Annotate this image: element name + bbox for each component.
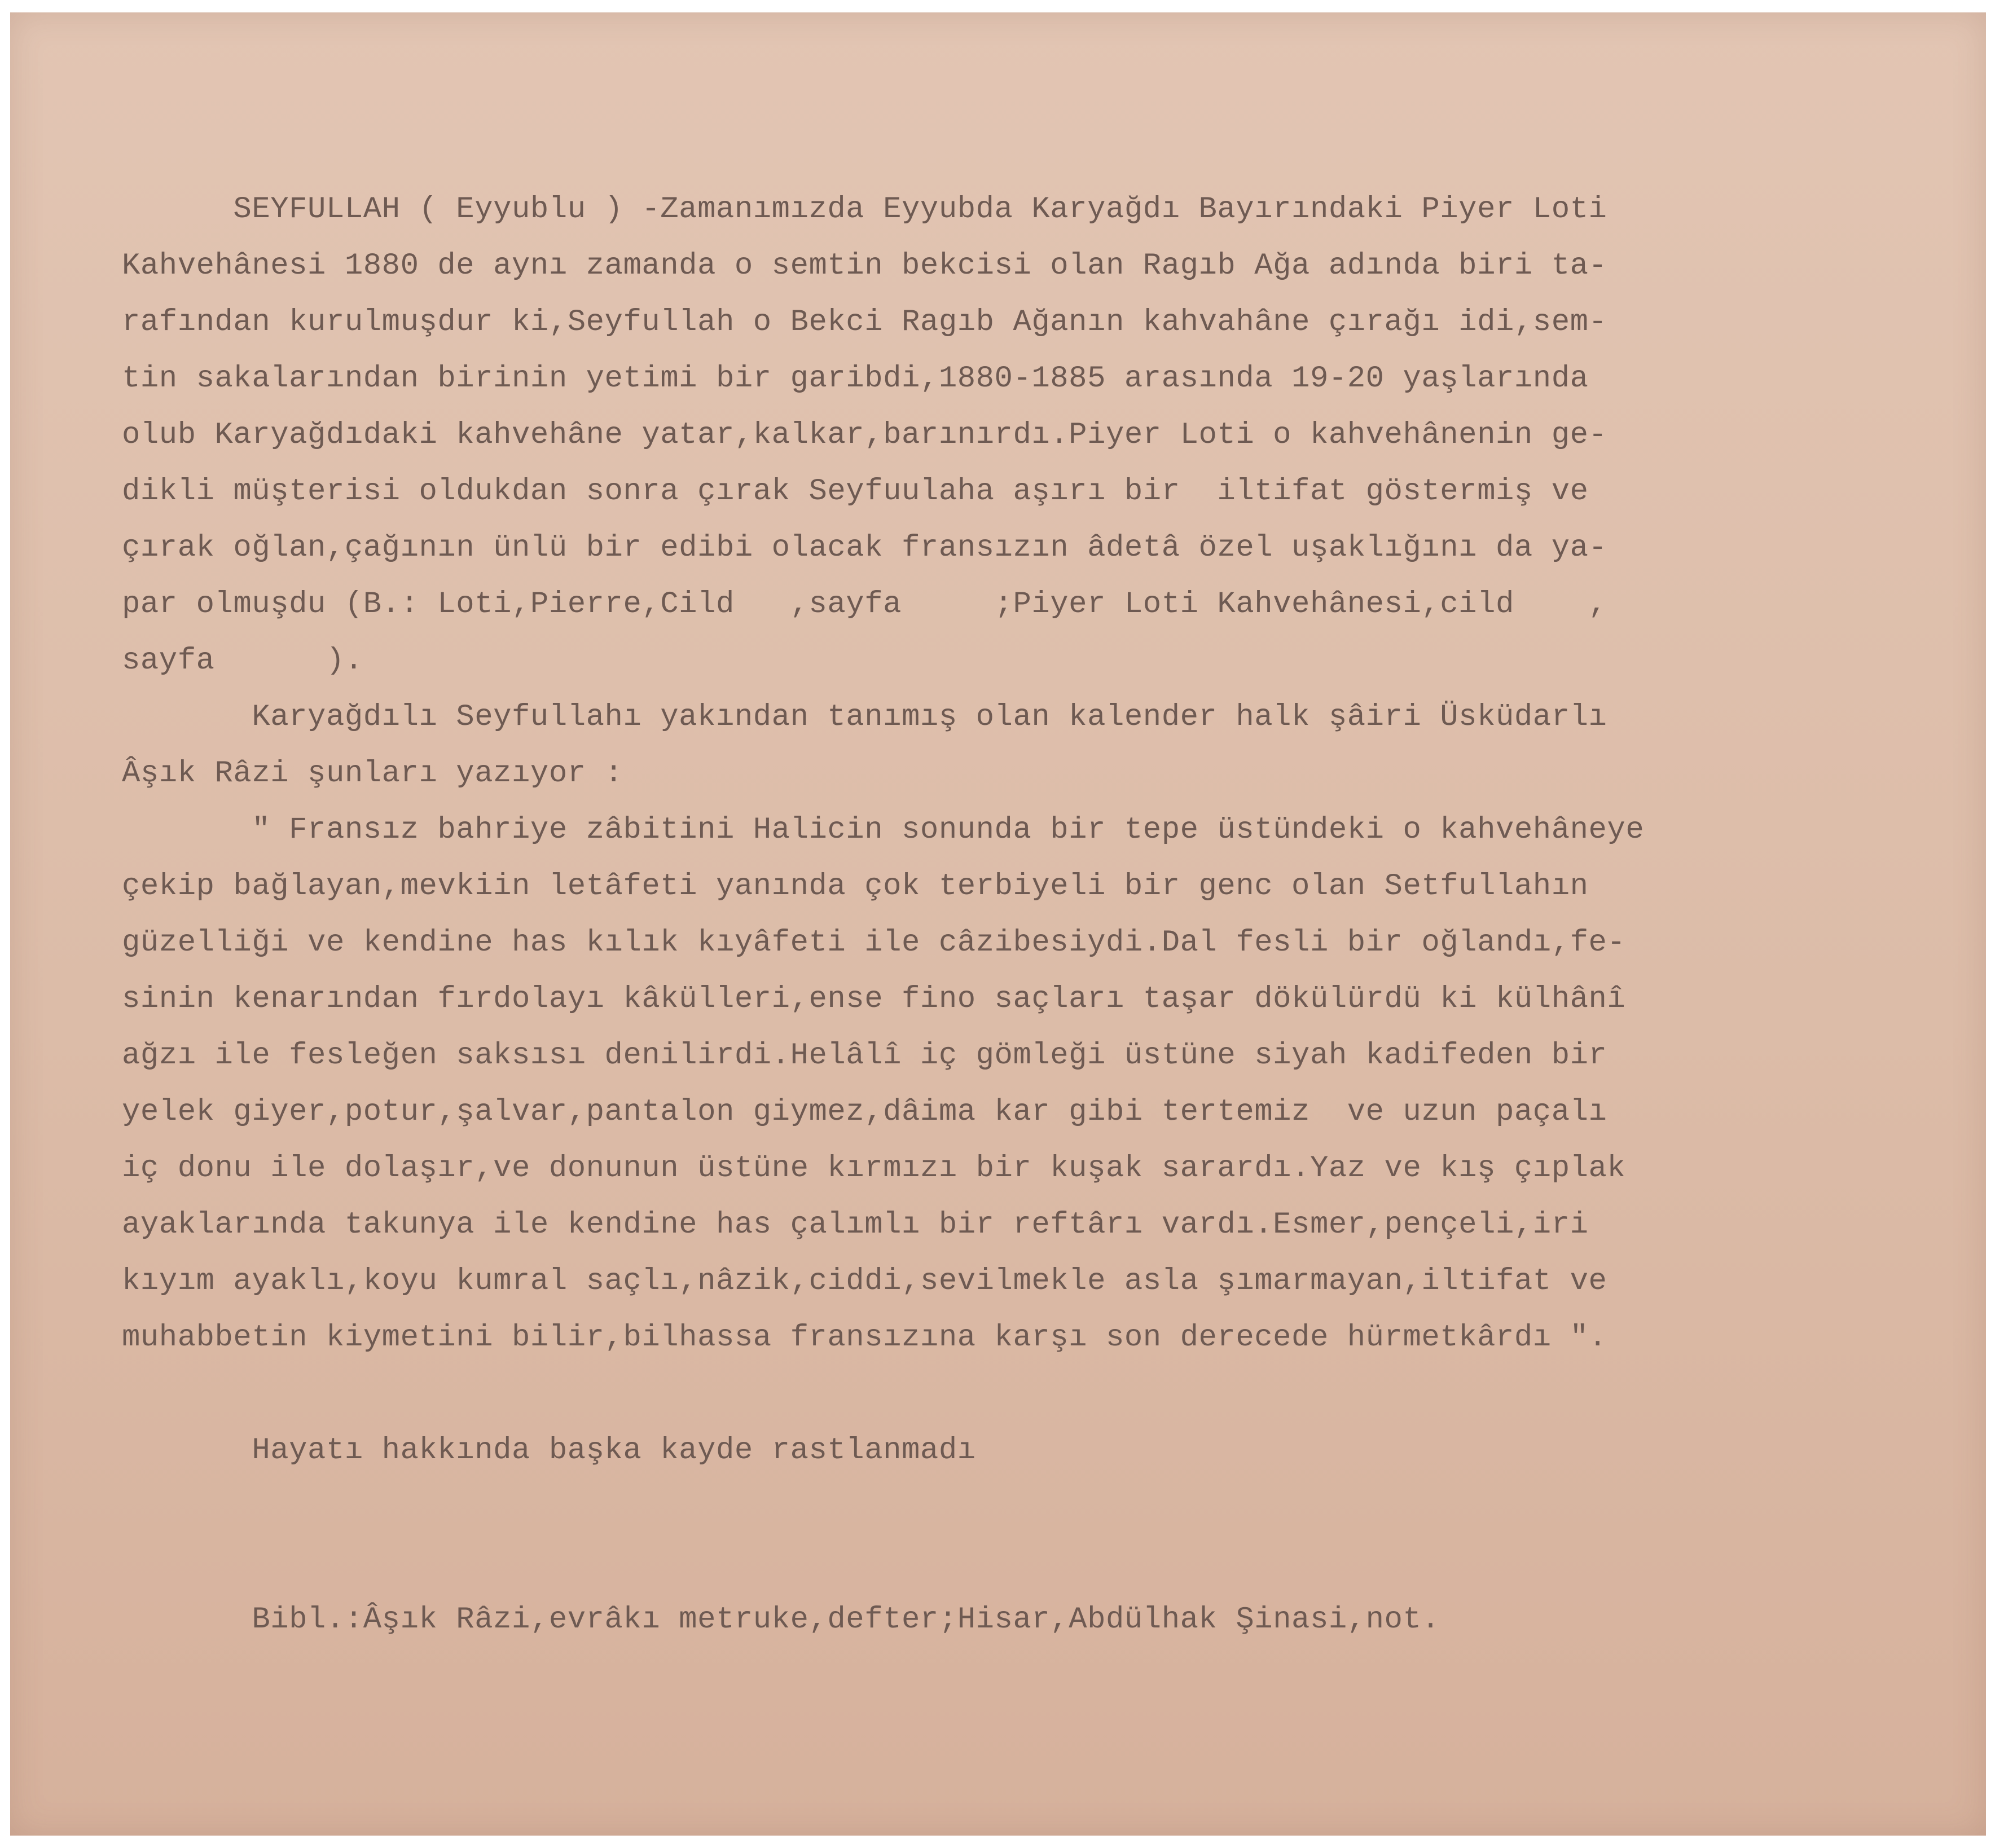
entry-line: par olmuşdu (B.: Loti,Pierre,Cild ,sayfa ;Piyer Loti Kahvehânesi,cild , xyxy=(122,587,1607,622)
quote-line: sinin kenarından fırdolayı kâkülleri,ense fino saçları taşar dökülürdü ki külhânî xyxy=(122,982,1626,1017)
entry-line: tin sakalarından birinin yetimi bir garibdi,1880-1885 arasında 19-20 yaşlarında xyxy=(122,362,1589,396)
quote-line: muhabbetin kiymetini bilir,bilhassa fransızına karşı son derecede hürmetkârdı ". xyxy=(122,1321,1607,1355)
entry-line: sayfa ). xyxy=(122,644,363,678)
quote-line: " Fransız bahriye zâbitini Halicin sonunda bir tepe üstündeki o kahvehâneye xyxy=(122,813,1645,847)
entry-line: rafından kurulmuşdur ki,Seyfullah o Bekci Ragıb Ağanın kahvahâne çırağı idi,sem- xyxy=(122,305,1607,340)
intro-line: Âşık Râzi şunları yazıyor : xyxy=(122,756,623,791)
entry-line: olub Karyağdıdaki kahvehâne yatar,kalkar,barınırdı.Piyer Loti o kahvehânenin ge- xyxy=(122,418,1607,452)
quote-line: yelek giyer,potur,şalvar,pantalon giymez,dâima kar gibi tertemiz ve uzun paçalı xyxy=(122,1095,1607,1129)
note-line: Hayatı hakkında başka kayde rastlanmadı xyxy=(122,1433,976,1468)
entry-line: SEYFULLAH ( Eyyublu ) -Zamanımızda Eyyubda Karyağdı Bayırındaki Piyer Loti xyxy=(122,192,1607,227)
blank-line xyxy=(122,1366,1984,1423)
entry-line: çırak oğlan,çağının ünlü bir edibi olacak fransızın âdetâ özel uşaklığını da ya- xyxy=(122,531,1607,565)
quote-line: çekip bağlayan,mevkiin letâfeti yanında çok terbiyeli bir genc olan Setfullahın xyxy=(122,869,1589,904)
quote-line: kıyım ayaklı,koyu kumral saçlı,nâzik,ciddi,sevilmekle asla şımarmayan,iltifat ve xyxy=(122,1264,1607,1299)
quote-line: iç donu ile dolaşır,ve donunun üstüne kırmızı bir kuşak sarardı.Yaz ve kış çıplak xyxy=(122,1151,1626,1186)
entry-line: Kahvehânesi 1880 de aynı zamanda o semtin bekcisi olan Ragıb Ağa adında biri ta- xyxy=(122,249,1607,283)
blank-line xyxy=(122,1535,1984,1592)
bibliography-line: Bibl.:Âşık Râzi,evrâkı metruke,defter;Hisar,Abdülhak Şinasi,not. xyxy=(122,1603,1440,1637)
entry-line: dikli müşterisi oldukdan sonra çırak Seyfuulaha aşırı bir iltifat göstermiş ve xyxy=(122,474,1589,509)
typewritten-page xyxy=(10,12,1986,1836)
quote-line: ayaklarında takunya ile kendine has çalımlı bir reftârı vardı.Esmer,pençeli,iri xyxy=(122,1208,1589,1242)
blank-line xyxy=(122,1479,1984,1535)
intro-line: Karyağdılı Seyfullahı yakından tanımış olan kalender halk şâiri Üsküdarlı xyxy=(122,700,1607,734)
quote-line: güzelliği ve kendine has kılık kıyâfeti ile câzibesiydi.Dal fesli bir oğlandı,fe- xyxy=(122,926,1626,960)
quote-line: ağzı ile fesleğen saksısı denilirdi.Helâlî iç gömleği üstüne siyah kadifeden bir xyxy=(122,1039,1607,1073)
document-text xyxy=(122,182,1984,1648)
